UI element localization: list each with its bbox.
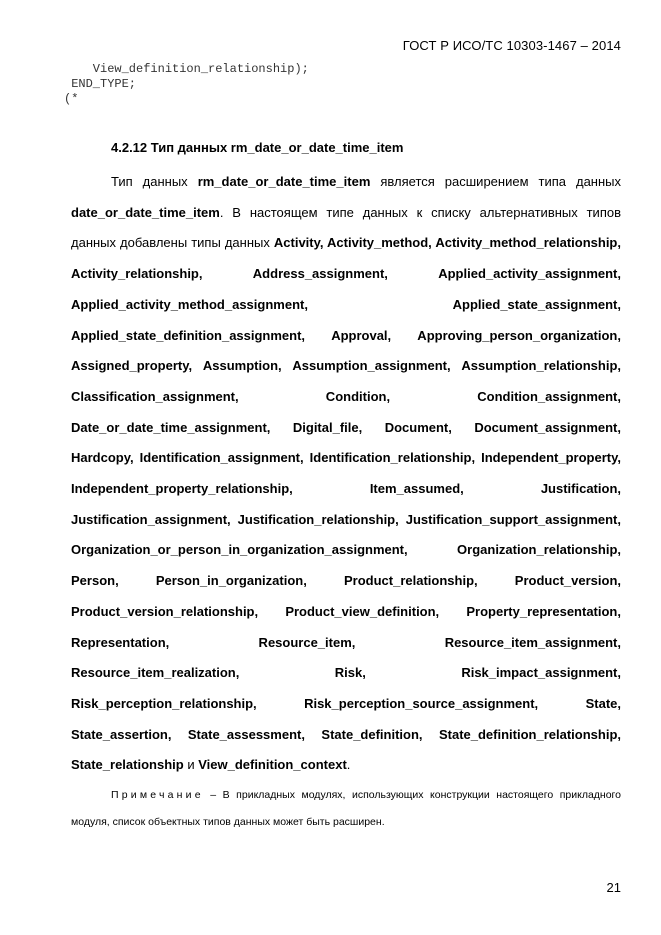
paragraph-end: . <box>346 757 351 773</box>
intro-text: является расширением типа данных <box>370 174 621 189</box>
intro-text: . В настоящем типе данных к списку альтернативных типов данных добавлены типы данных <box>71 204 621 251</box>
note-paragraph <box>71 782 621 836</box>
note-dash: – <box>203 789 223 801</box>
note-label: Примечание <box>111 789 204 801</box>
conjunction: и <box>183 757 199 773</box>
last-type-name: View_definition_context <box>198 757 347 773</box>
section-title: 4.2.12 Тип данных rm_date_or_date_time_item <box>111 140 404 155</box>
note-text: В прикладных модулях, использующих конструкции настоящего прикладного модуля, список объектных типов данных может быть расширен. <box>71 789 621 828</box>
code-line: View_definition_relationship); <box>64 62 309 76</box>
paragraph-text <box>71 167 621 781</box>
page-number: 21 <box>606 880 621 895</box>
intro-text: Тип данных <box>111 174 198 189</box>
base-type-name: date_or_date_time_item <box>71 204 220 220</box>
type-name: rm_date_or_date_time_item <box>197 174 371 189</box>
code-line: END_TYPE; <box>64 77 137 91</box>
document-header: ГОСТ Р ИСО/ТС 10303-1467 – 2014 <box>402 38 621 53</box>
code-line: (* <box>64 92 79 106</box>
body-paragraph <box>71 167 621 781</box>
express-code-block <box>64 62 309 107</box>
types-list: Activity, Activity_method, Activity_method_relationship, Activity_relationship, Address_assignment, Applied_activity_assignment, Applied_activity_method_assignment, Applied_state_assignment, Applied_state_definition_assignment, Approval, Approving_person_organization, Assigned_property, Assumption, Assumption_assignment, Assumption_relationship, Classification_assignment, Condition, Condition_assignment, Date_or_date_time_assignment, Digital_file, Document, Document_assignment, Hardcopy, Identification_assignment, Identification_relationship, Independent_property, Independent_property_relationship, Item_assumed, Justification, Justification_assignment, Justification_relationship, Justification_support_assignment, Organization_or_person_in_organization_assignment, Organization_relationship, Person, Person_in_organization, Product_relationship, Product_version, Product_version_relationship, Product_view_definition, Property_representation, Representation, Resource_item, Resource_item_assignment, Resource_item_realization, Risk, Risk_impact_assignment, Risk_perception_relationship, Risk_perception_source_assignment, State, State_assertion, State_assessment, State_definition, State_definition_relationship, State_relationship <box>71 235 621 773</box>
